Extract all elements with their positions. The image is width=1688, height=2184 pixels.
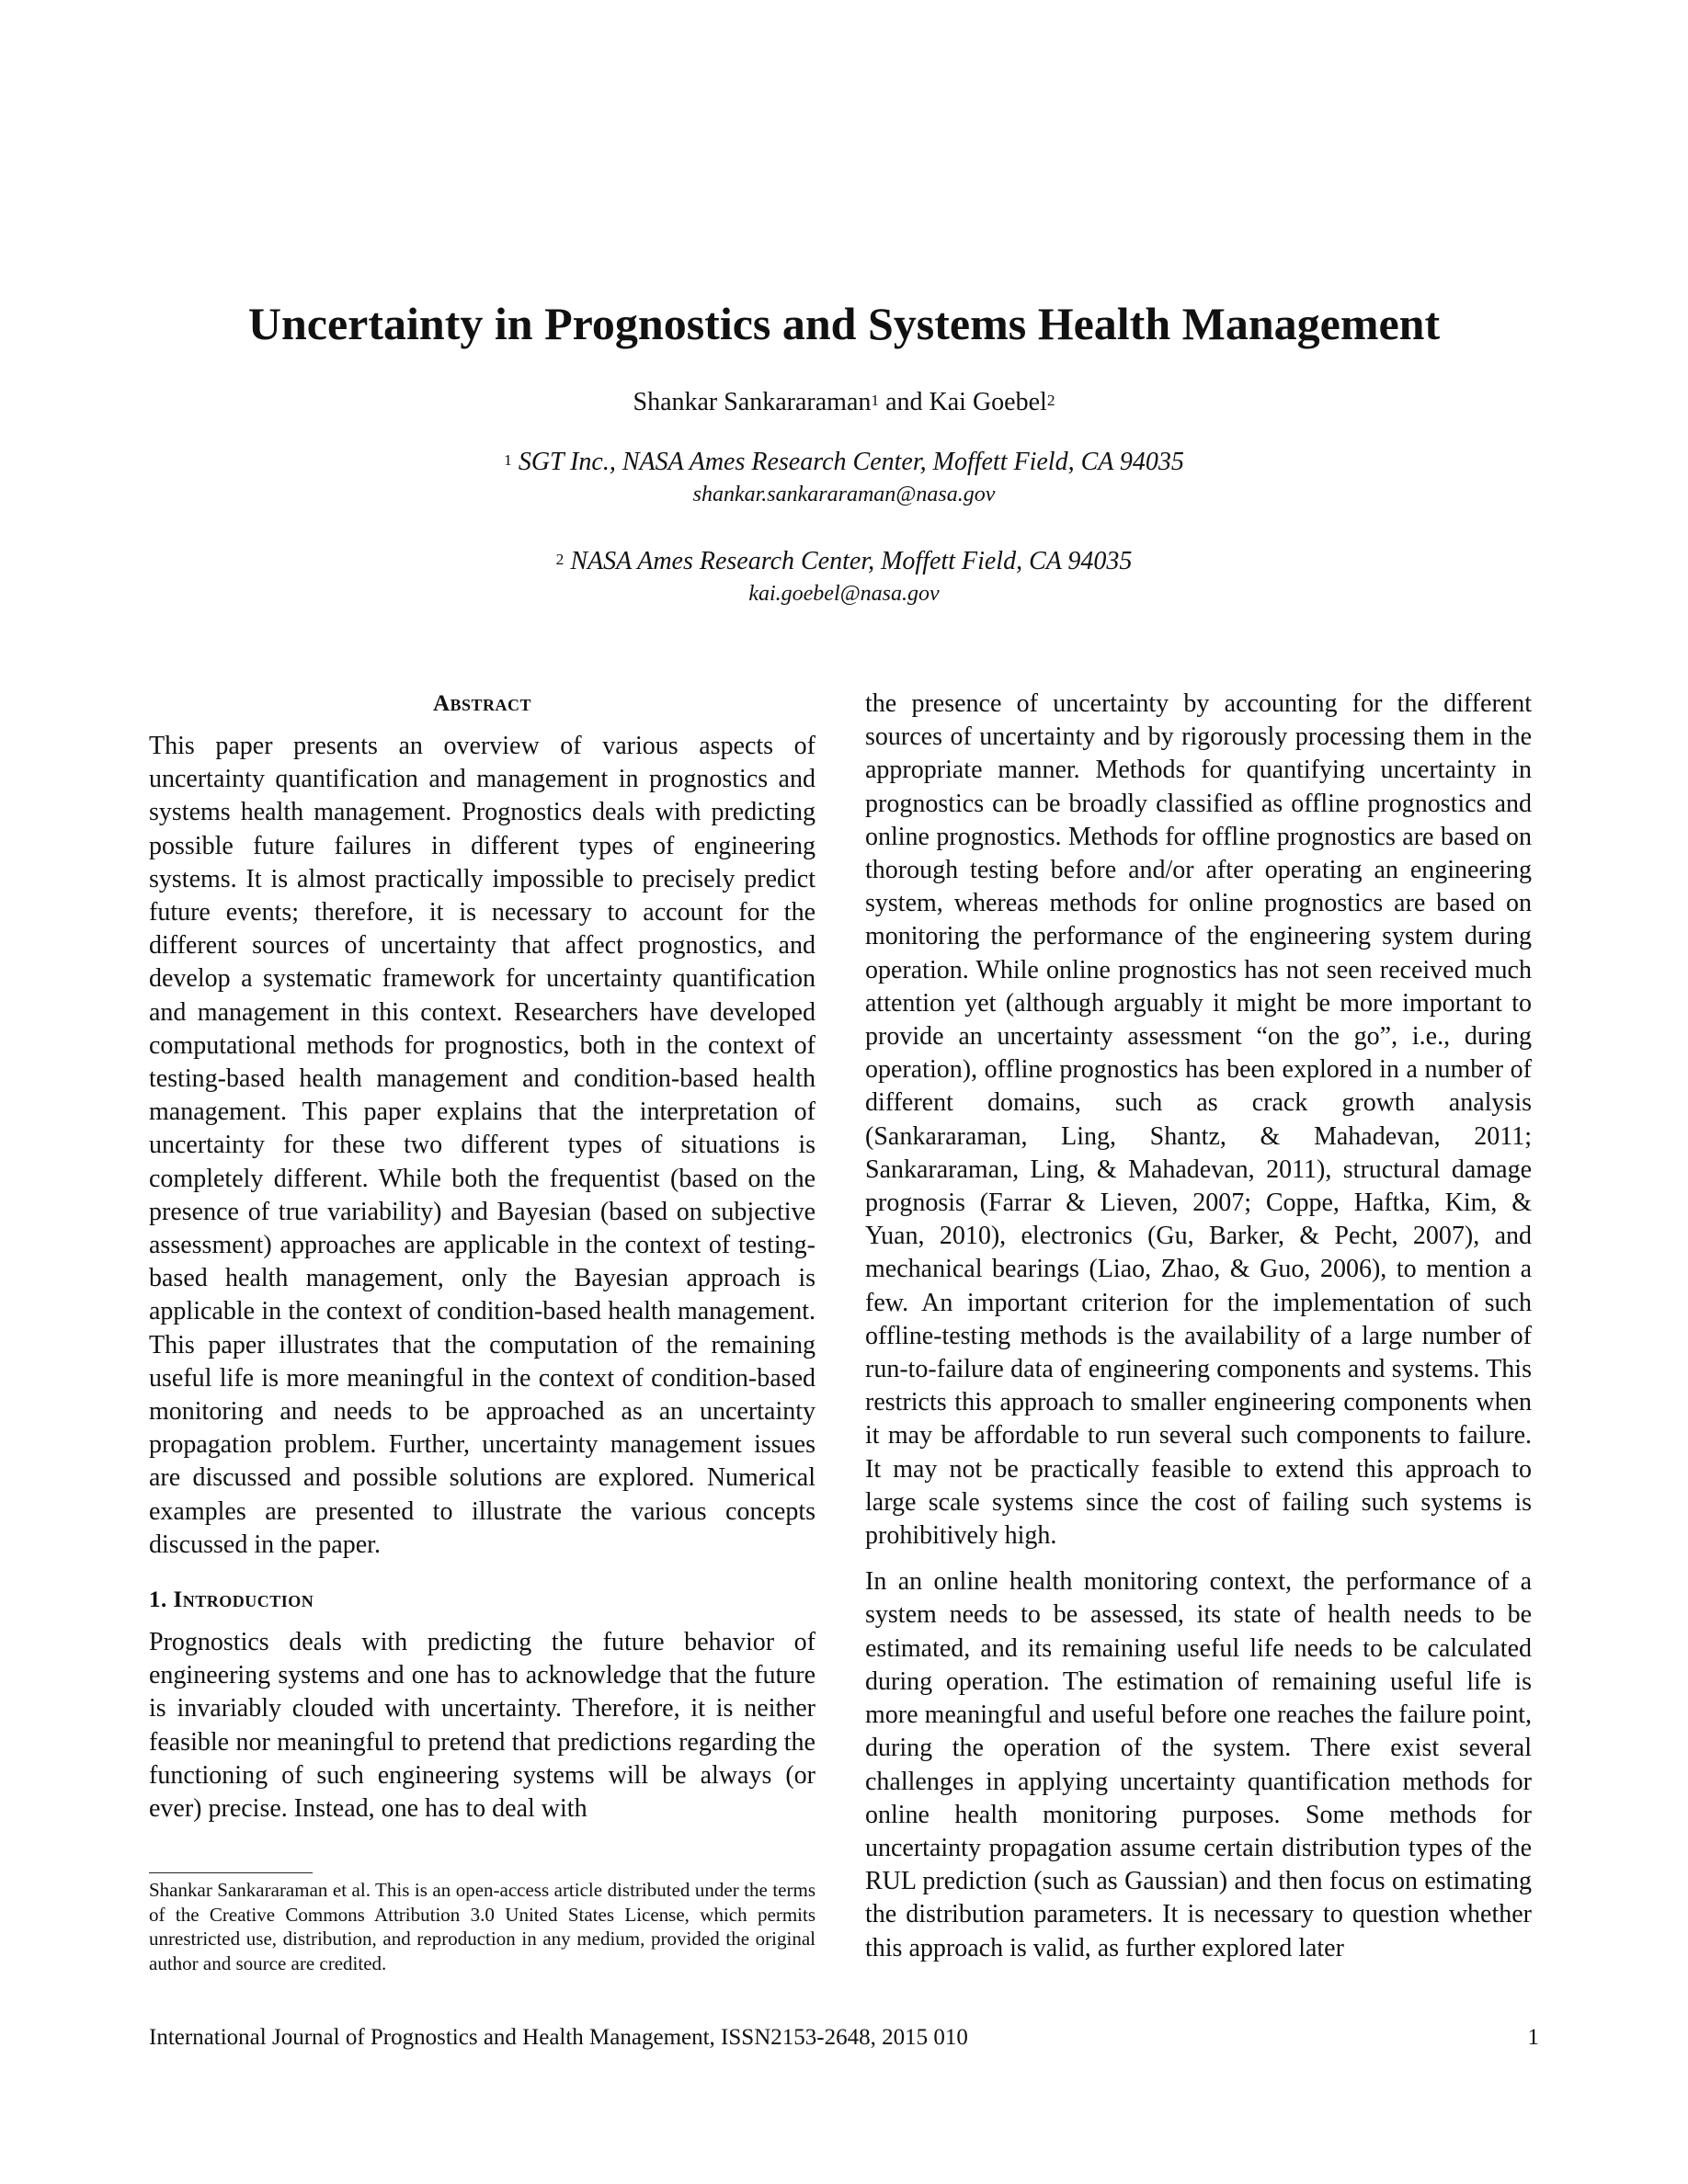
journal-info: International Journal of Prognostics and Health Management, ISSN2153-2648, 2015 010 — [149, 2025, 968, 2050]
paper-title: Uncertainty in Prognostics and Systems Health Management — [247, 298, 1441, 349]
license-footnote: Shankar Sankararaman et al. This is an open-access article distributed under the terms of the Creative Commons Attribution 3.0 United States License, which permits unrestricted use, distribution, and reproduction in any medium, provided the original author and source are credited. — [149, 1879, 815, 1974]
affiliation-mark: 2 — [1046, 391, 1055, 409]
author-conjunction: and — [885, 388, 923, 416]
introduction-paragraph: Prognostics deals with predicting the future behavior of engineering systems and one has to acknowledge that the future is invariably clouded with uncertainty. Therefore, it is neither feasible nor meaningful to pretend that predictions regarding the functioning of such engineering systems will be always (or ever) precise. Instead, one has to deal with — [149, 1628, 815, 1824]
footnote-rule — [149, 1872, 313, 1873]
abstract-text: This paper presents an overview of various aspects of uncertainty quantification and management in prognostics and systems health management. Prognostics deals with predicting possible future failures in different types of engineering systems. It is almost practically impossible to precisely predict future events; therefore, it is necessary to account for the different sources of uncertainty that affect prognostics, and develop a systematic framework for uncertainty quantification and management in this context. Researchers have developed computational methods for prognostics, both in the context of testing-based health management and condition-based health management. This paper explains that the interpretation of uncertainty for these two different types of situations is completely different. While both the frequentist (based on the presence of true variability) and Bayesian (based on subjective assessment) approaches are applicable in the context of testing-based health management, only the Bayesian approach is applicable in the context of condition-based health management. This paper illustrates that the computation of the remaining useful life is more meaningful in the context of condition-based monitoring and needs to be approached as an uncertainty propagation problem. Further, uncertainty management issues are discussed and possible solutions are explored. Numerical examples are presented to illustrate the various concepts discussed in the paper. — [149, 732, 815, 1559]
affiliation-text: SGT Inc., NASA Ames Research Center, Moffett Field, CA 94035 — [518, 448, 1184, 476]
left-column — [149, 688, 815, 1826]
introduction-paragraph-continued: the presence of uncertainty by accounting for the different sources of uncertainty and by rigorously processing them in the appropriate manner. Methods for quantifying uncertainty in prognostics can be broadly classified as offline prognostics and online prognostics. Methods for offline prognostics are based on thorough testing before and/or after operating an engineering system, whereas methods for online prognostics are based on monitoring the performance of the engineering system during operation. While online prognostics has not seen received much attention yet (although arguably it might be more important to provide an uncertainty assessment “on the go”, i.e., during operation), offline prognostics has been explored in a number of different domains, such as crack growth analysis (Sankararaman, Ling, Shantz, & Mahadevan, 2011; Sankararaman, Ling, & Mahadevan, 2011), structural damage prognosis (Farrar & Lieven, 2007; Coppe, Haftka, Kim, & Yuan, 2010), electronics (Gu, Barker, & Pecht, 2007), and mechanical bearings (Liao, Zhao, & Guo, 2006), to mention a few. An important criterion for the implementation of such offline-testing methods is the availability of a large number of run-to-failure data of engineering components and systems. This restricts this approach to smaller engineering components when it may be affordable to run several such components to failure. It may not be practically feasible to extend this approach to large scale systems since the cost of failing such systems is prohibitively high. — [865, 689, 1532, 1551]
author-name: Kai Goebel — [929, 388, 1047, 416]
introduction-heading: 1. Introduction — [149, 1587, 314, 1613]
author-list — [0, 384, 1688, 421]
author-name: Shankar Sankararaman — [633, 388, 872, 416]
affiliation-number: 1 — [504, 450, 512, 469]
introduction-paragraph: In an online health monitoring context, the performance of a system needs to be assessed, its state of health needs to be estimated, and its remaining useful life needs to be calculated during operation. The estimation of remaining useful life is more meaningful and useful before one reaches the failure point, during the operation of the system. There exist several challenges in applying uncertainty quantification methods for online health monitoring purposes. Some methods for uncertainty propagation assume certain distribution types of the RUL prediction (such as Gaussian) and then focus on estimating the distribution parameters. It is necessary to question whether this approach is valid, as further explored later — [865, 1567, 1532, 1962]
affiliation-block — [0, 445, 1688, 509]
affiliation-text: NASA Ames Research Center, Moffett Field, CA 94035 — [570, 547, 1133, 575]
affiliation-block — [0, 544, 1688, 609]
affiliation-email: shankar.sankararaman@nasa.gov — [692, 483, 996, 506]
affiliation-email: kai.goebel@nasa.gov — [748, 582, 940, 606]
affiliation-mark: 1 — [871, 391, 880, 409]
abstract-heading: Abstract — [432, 691, 532, 716]
affiliation-number: 2 — [555, 550, 565, 568]
page-number: 1 — [1527, 2025, 1539, 2050]
right-column — [865, 688, 1532, 1965]
